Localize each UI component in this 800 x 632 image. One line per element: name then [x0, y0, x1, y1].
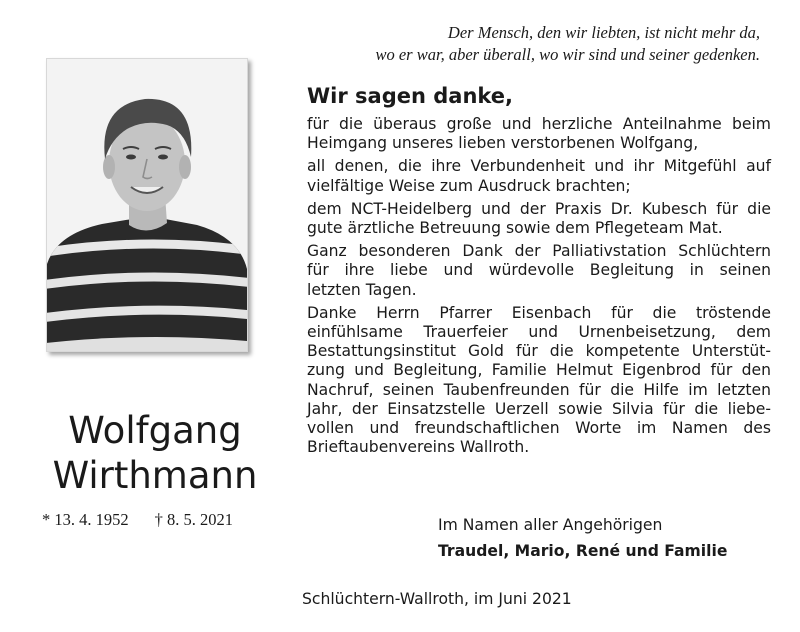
text-line: Nachruf, seinen Taubenfreunden für die Hilfe im letzten	[307, 380, 771, 399]
motto-line-2: wo er war, aber überall, wo wir sind und seiner gedenken.	[375, 45, 760, 64]
text-line: Brieftaubenvereins Wallroth.	[307, 438, 530, 457]
signature-names: Traudel, Mario, René und Familie	[438, 542, 728, 560]
portrait-illustration	[47, 59, 247, 351]
text-line: für die überaus große und herzliche Anteilnahme beim	[307, 115, 771, 133]
text-line: vollen und freundschaftlichen Worte im Namen des	[307, 419, 771, 438]
text-line: für ihre liebe und würdevolle Begleitung in seinen	[307, 261, 771, 280]
text-line: Jahr, der Einsatzstelle Uerzell sowie Silvia für die liebe-	[307, 399, 771, 418]
text-line: gute ärztliche Betreuung sowie dem Pflegeteam Mat.	[307, 219, 723, 238]
text-line: vielfältige Weise zum Ausdruck brachten;	[307, 176, 631, 195]
thanks-heading: Wir sagen danke,	[307, 84, 514, 108]
motto-quote	[300, 22, 760, 66]
text-line: all denen, die ihre Verbundenheit und ihr Mitgefühl auf	[307, 157, 771, 176]
text-line: einfühlsame Trauerfeier und Urnenbeisetzung, dem	[307, 323, 771, 342]
place-and-date: Schlüchtern-Wallroth, im Juni 2021	[302, 590, 572, 608]
signature-intro: Im Namen aller Angehörigen	[438, 516, 663, 534]
portrait-photo	[46, 58, 248, 352]
text-line: Danke Herrn Pfarrer Eisenbach für die tröstende	[307, 303, 771, 322]
text-line: dem NCT-Heidelberg und der Praxis Dr. Kubesch für die	[307, 199, 771, 218]
thanks-paragraph	[307, 304, 771, 458]
deceased-first-name: Wolfgang	[68, 409, 242, 452]
thanks-paragraph	[307, 115, 771, 153]
thanks-paragraph	[307, 242, 771, 300]
life-dates	[42, 510, 233, 530]
death-date: † 8. 5. 2021	[154, 510, 233, 529]
text-line: Ganz besonderen Dank der Palliativstation Schlüchtern	[307, 242, 771, 261]
text-line: Heimgang unseres lieben verstorbenen Wolfgang,	[307, 134, 699, 153]
deceased-last-name: Wirthmann	[52, 454, 258, 497]
thanks-body	[307, 115, 771, 461]
text-line: letzten Tagen.	[307, 280, 417, 299]
birth-date: * 13. 4. 1952	[42, 510, 129, 529]
text-line: zung und Begleitung, Familie Helmut Eigenbrod für den	[307, 361, 771, 380]
text-line: Bestattungsinstitut Gold für die kompetente Unterstüt-	[307, 342, 771, 361]
thanks-paragraph	[307, 157, 771, 195]
thanks-paragraph	[307, 200, 771, 238]
motto-line-1: Der Mensch, den wir liebten, ist nicht mehr da,	[447, 23, 760, 42]
